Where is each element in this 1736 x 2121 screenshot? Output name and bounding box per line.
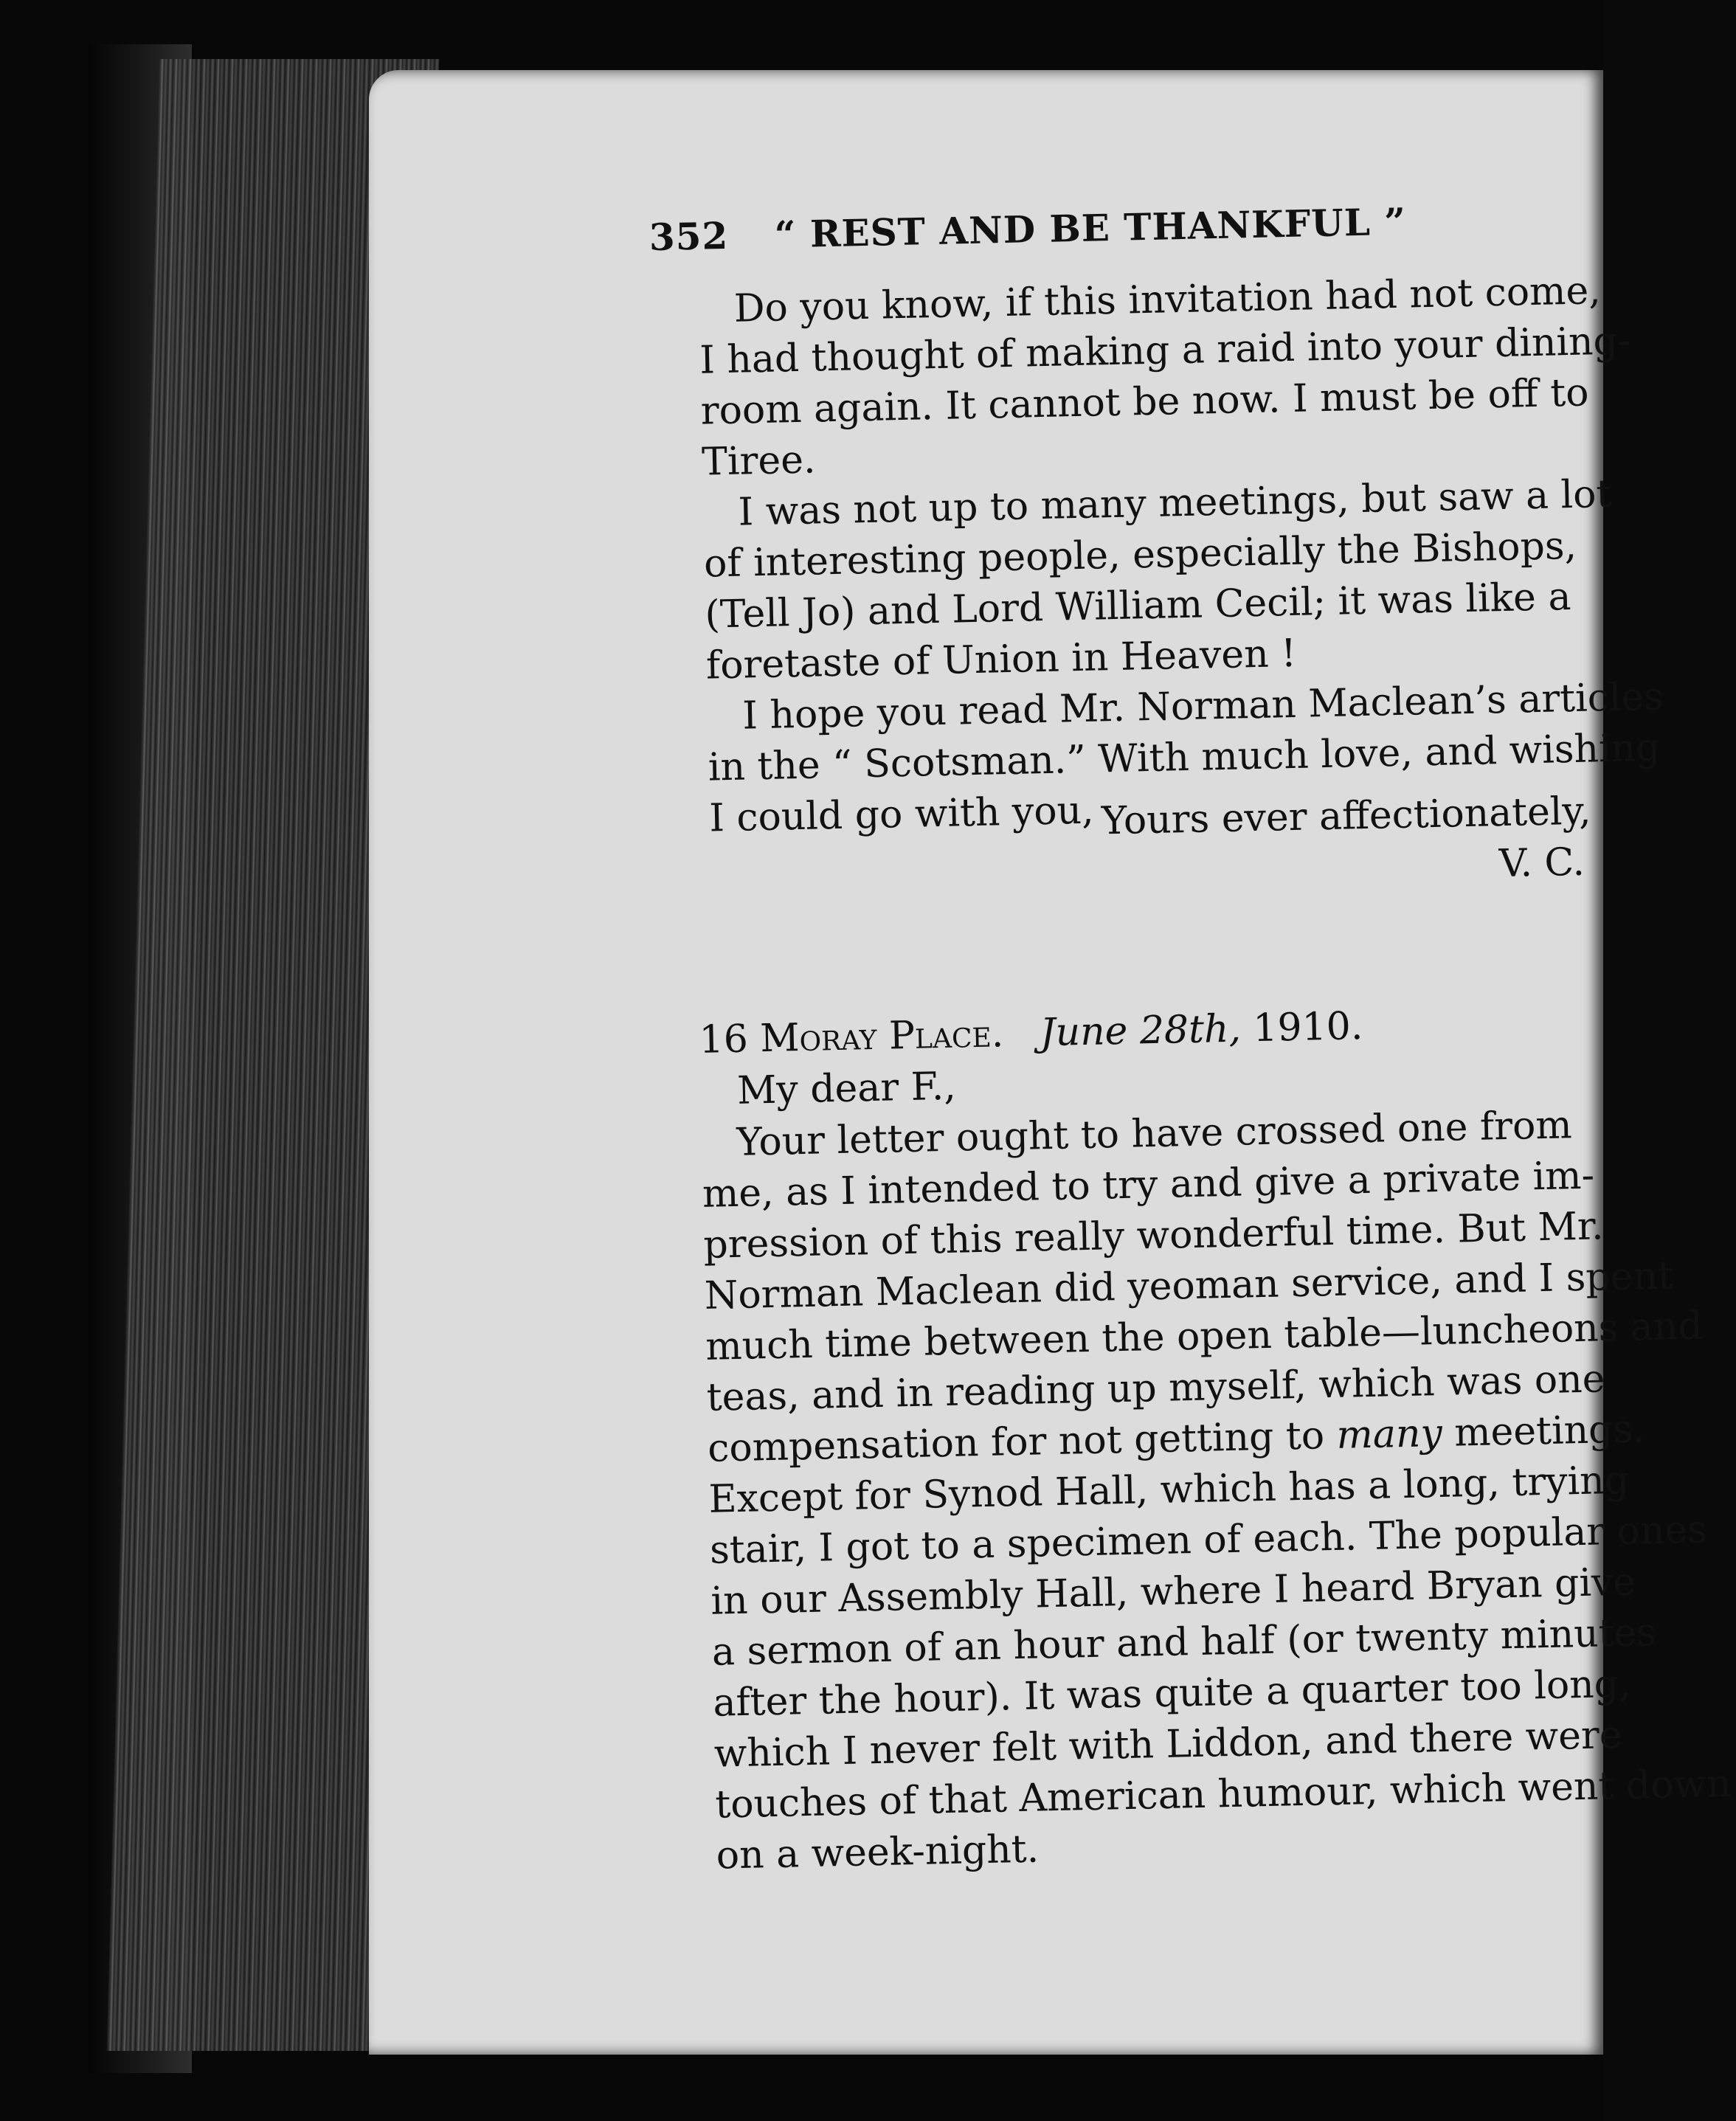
text-line: touches of that American humour, which went down <box>714 1761 1732 1827</box>
text-line: me, as I intended to try and give a private im- <box>702 1153 1595 1217</box>
text-line: Norman Maclean did yeoman service, and I spent <box>704 1253 1674 1318</box>
page-content <box>369 44 1732 2054</box>
text-line: teas, and in reading up myself, which was one <box>706 1357 1605 1420</box>
text-line: I was not up to many meetings, but saw a lot <box>738 471 1613 535</box>
letter-year: 1910. <box>1252 1004 1363 1051</box>
text-line: much time between the open table—luncheons and <box>705 1304 1704 1369</box>
closing-line: Yours ever affectionately, <box>1101 789 1592 844</box>
letter-1-body <box>698 266 1664 845</box>
letter-date: June 28th, <box>1040 1006 1242 1056</box>
text-line: (Tell Jo) and Lord William Cecil; it was like a <box>704 575 1571 637</box>
text-line: pression of this really wonderful time. But Mr. <box>702 1204 1605 1267</box>
text-line: in our Assembly Hall, where I heard Bryan give <box>710 1560 1636 1624</box>
text-line: room again. It cannot be now. I must be off to <box>700 370 1590 434</box>
text-line: a sermon of an hour and half (or twenty minutes <box>711 1610 1657 1675</box>
running-head <box>649 196 1571 259</box>
text-line: I hope you read Mr. Norman Maclean’s articles <box>741 674 1664 738</box>
letter-2-heading <box>699 996 1622 1066</box>
text-line: which I never felt with Liddon, and there were <box>713 1712 1623 1776</box>
letter-address: 16 Moray Place. <box>699 1011 1004 1062</box>
letter-1-paragraph <box>702 469 1614 692</box>
text-line: Tiree. <box>701 437 817 485</box>
text-line: I could go with you, <box>708 788 1095 841</box>
page-number: 352 <box>649 213 729 260</box>
letter-2-body <box>701 1099 1732 1882</box>
text-line: Do you know, if this invitation had not come, <box>733 269 1602 331</box>
text-line: Your letter ought to have crossed one from <box>736 1103 1573 1165</box>
text-line: I had thought of making a raid into your dining- <box>699 319 1631 383</box>
printed-page <box>369 70 1732 2055</box>
letter-2-paragraph <box>701 1099 1732 1882</box>
letter-salutation: My dear F., <box>736 1064 957 1113</box>
text-line: stair, I got to a specimen of each. The popular ones <box>709 1507 1708 1573</box>
signature: V. C. <box>1498 840 1585 887</box>
text-line: after the hour). It was quite a quarter too long, <box>712 1661 1632 1726</box>
text-line: compensation for not getting to many meetings. <box>707 1407 1646 1471</box>
text-line: in the “ Scotsman.” With much love, and wishing <box>708 725 1661 790</box>
running-head-title: “ REST AND BE THANKFUL ” <box>774 199 1407 257</box>
text-line: on a week-night. <box>716 1827 1040 1878</box>
letter-1-paragraph <box>698 266 1631 488</box>
text-line: of interesting people, especially the Bishops, <box>703 523 1577 587</box>
text-line: foretaste of Union in Heaven ! <box>705 631 1297 688</box>
text-line: Except for Synod Hall, which has a long, trying <box>708 1458 1630 1522</box>
letter-1-signoff <box>709 786 1593 907</box>
